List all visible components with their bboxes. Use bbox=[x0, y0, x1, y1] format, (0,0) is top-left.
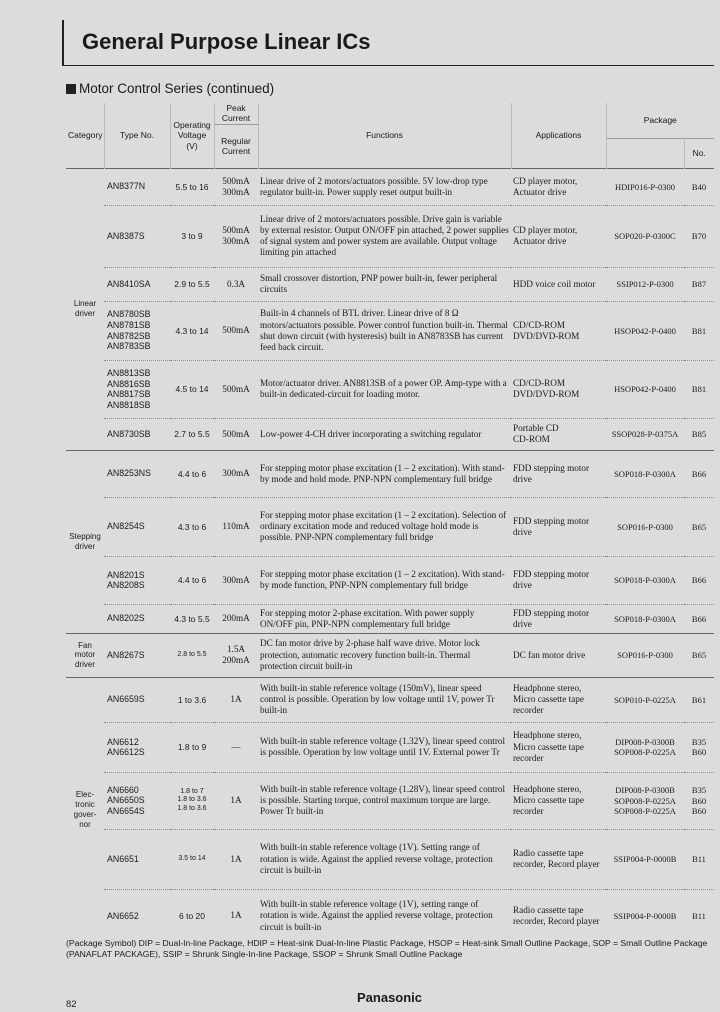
type-no: AN8410SA bbox=[104, 267, 170, 301]
applications: CD/CD-ROM DVD/DVD-ROM bbox=[511, 360, 606, 418]
page-title: General Purpose Linear ICs bbox=[82, 29, 371, 54]
category-electronic-governor: Elec-tronic gover-nor bbox=[66, 677, 104, 942]
section-heading bbox=[66, 81, 274, 96]
operating-voltage: 3.5 to 14 bbox=[170, 829, 214, 889]
current: 300mA bbox=[214, 450, 258, 497]
package-no: B66 bbox=[684, 604, 714, 633]
current: 200mA bbox=[214, 604, 258, 633]
package: SOP018-P-0300A bbox=[606, 450, 684, 497]
type-no: AN6652 bbox=[104, 889, 170, 942]
functions: For stepping motor 2-phase excitation. With power supply ON/OFF pin, PNP-NPN complementary full bridge bbox=[258, 604, 511, 633]
package: DIP008-P-0300B SOP008-P-0225A SOP008-P-0225A bbox=[606, 772, 684, 829]
current: 500mA bbox=[214, 418, 258, 450]
operating-voltage: 4.4 to 6 bbox=[170, 450, 214, 497]
functions: With built-in stable reference voltage (1V). Setting range of rotation is wide. Against the applied reverse voltage, protection circuit is built-in bbox=[258, 829, 511, 889]
package: SOP016-P-0300 bbox=[606, 497, 684, 556]
type-no: AN6612 AN6612S bbox=[104, 722, 170, 772]
package: SSIP004-P-0000B bbox=[606, 889, 684, 942]
package: HSOP042-P-0400 bbox=[606, 301, 684, 360]
functions: DC fan motor drive by 2-phase half wave drive. Motor lock protection, automatic recovery function built-in. Thermal protection circuit built-in bbox=[258, 633, 511, 677]
category-linear-driver: Linear driver bbox=[66, 168, 104, 450]
operating-voltage: 4.3 to 6 bbox=[170, 497, 214, 556]
type-no: AN6660 AN6650S AN6654S bbox=[104, 772, 170, 829]
applications: FDD stepping motor drive bbox=[511, 556, 606, 604]
current: 1.5A 200mA bbox=[214, 633, 258, 677]
applications: Headphone stereo, Micro cassette tape recorder bbox=[511, 677, 606, 722]
applications: Headphone stereo, Micro cassette tape recorder bbox=[511, 722, 606, 772]
operating-voltage: 3 to 9 bbox=[170, 205, 214, 267]
package-no: B81 bbox=[684, 301, 714, 360]
current: 500mA bbox=[214, 360, 258, 418]
current: 300mA bbox=[214, 556, 258, 604]
operating-voltage: 4.5 to 14 bbox=[170, 360, 214, 418]
package: SSIP004-P-0000B bbox=[606, 829, 684, 889]
applications: Portable CD CD-ROM bbox=[511, 418, 606, 450]
package-no: B65 bbox=[684, 633, 714, 677]
functions: Linear drive of 2 motors/actuators possible. 5V low-drop type regulator built-in. Power supply reset output built-in bbox=[258, 168, 511, 205]
package: SOP020-P-0300C bbox=[606, 205, 684, 267]
header-no: No. bbox=[684, 138, 714, 168]
package-no: B65 bbox=[684, 497, 714, 556]
header-voltage: Operating Voltage (V) bbox=[170, 103, 214, 168]
category-fan-motor-driver: Fan motor driver bbox=[66, 633, 104, 677]
operating-voltage: 5.5 to 16 bbox=[170, 168, 214, 205]
package-no: B87 bbox=[684, 267, 714, 301]
operating-voltage: 1 to 3.6 bbox=[170, 677, 214, 722]
ic-table bbox=[66, 103, 714, 942]
current: — bbox=[214, 722, 258, 772]
functions: With built-in stable reference voltage (1.28V), linear speed control is possible. Starting torque, control maximum torque are large. Power Tr built-in bbox=[258, 772, 511, 829]
applications: HDD voice coil motor bbox=[511, 267, 606, 301]
functions: With built-in stable reference voltage (1.32V), linear speed control is possible. Operation by low voltage until 1V. External power Tr bbox=[258, 722, 511, 772]
type-no: AN8813SB AN8816SB AN8817SB AN8818SB bbox=[104, 360, 170, 418]
functions: Linear drive of 2 motors/actuators possible. Drive gain is variable by external resistor. Output ON/OFF pin attached, 2 power supplies of signal system and power system are available. Output voltage limiting pin attached bbox=[258, 205, 511, 267]
header-applications: Applications bbox=[511, 103, 606, 168]
current: 1A bbox=[214, 677, 258, 722]
functions: Small crossover distortion, PNP power built-in, fewer peripheral circuits bbox=[258, 267, 511, 301]
package-no: B35 B60 B60 bbox=[684, 772, 714, 829]
package-no: B40 bbox=[684, 168, 714, 205]
functions: Low-power 4-CH driver incorporating a switching regulator bbox=[258, 418, 511, 450]
package-no: B70 bbox=[684, 205, 714, 267]
operating-voltage: 1.8 to 9 bbox=[170, 722, 214, 772]
type-no: AN8780SB AN8781SB AN8782SB AN8783SB bbox=[104, 301, 170, 360]
type-no: AN8377N bbox=[104, 168, 170, 205]
title-frame bbox=[62, 20, 714, 66]
functions: Built-in 4 channels of BTL driver. Linear drive of 8 Ω motors/actuators possible. Power control function built-in. Thermal shut down circuit (with hysteresis) built in AN8783SB has current feed back circuit. bbox=[258, 301, 511, 360]
package-no: B66 bbox=[684, 450, 714, 497]
operating-voltage: 1.8 to 7 1.8 to 3.6 1.8 to 3.6 bbox=[170, 772, 214, 829]
operating-voltage: 4.3 to 5.5 bbox=[170, 604, 214, 633]
header-functions: Functions bbox=[258, 103, 511, 168]
functions: For stepping motor phase excitation (1 – 2 excitation). With stand-by mode and hold mode. PNP-NPN complementary full bridge bbox=[258, 450, 511, 497]
current: 1A bbox=[214, 772, 258, 829]
package-no: B35 B60 bbox=[684, 722, 714, 772]
current: 500mA bbox=[214, 301, 258, 360]
operating-voltage: 2.8 to 5.5 bbox=[170, 633, 214, 677]
applications: FDD stepping motor drive bbox=[511, 497, 606, 556]
applications: Radio cassette tape recorder, Record player bbox=[511, 889, 606, 942]
current: 1A bbox=[214, 889, 258, 942]
header-package: Package bbox=[643, 115, 677, 126]
operating-voltage: 4.3 to 14 bbox=[170, 301, 214, 360]
current: 500mA 300mA bbox=[214, 168, 258, 205]
brand-logo: Panasonic bbox=[357, 990, 423, 1005]
section-title: Motor Control Series (continued) bbox=[79, 81, 275, 96]
header-type-no: Type No. bbox=[104, 103, 170, 168]
package-no: B66 bbox=[684, 556, 714, 604]
applications: CD player motor, Actuator drive bbox=[511, 205, 606, 267]
package: HSOP042-P-0400 bbox=[606, 360, 684, 418]
type-no: AN6651 bbox=[104, 829, 170, 889]
functions: Motor/actuator driver. AN8813SB of a power OP. Amp-type with a built-in dedicated-circuit for loading motor. bbox=[258, 360, 511, 418]
package-no: B11 bbox=[684, 829, 714, 889]
type-no: AN8387S bbox=[104, 205, 170, 267]
functions: For stepping motor phase excitation (1 – 2 excitation). With stand-by mode function, PNP-NPN complementary full bridge bbox=[258, 556, 511, 604]
package-no: B81 bbox=[684, 360, 714, 418]
functions: With built-in stable reference voltage (150mV), linear speed control is possible. Operation by low voltage until 1V, power Tr built-in bbox=[258, 677, 511, 722]
package-no: B11 bbox=[684, 889, 714, 942]
current: 0.3A bbox=[214, 267, 258, 301]
package-symbol-footnote: (Package Symbol) DIP = Dual-In-line Package, HDIP = Heat-sink Dual-In-line Plastic Package, HSOP = Heat-sink Small Outline Package, SOP = Small Outline Package (PANAFLAT PACKAGE), SSIP = Shrunk Single-In-line Package, SSOP = Shrunk Small Outline Package bbox=[66, 938, 708, 959]
type-no: AN8267S bbox=[104, 633, 170, 677]
current: 110mA bbox=[214, 497, 258, 556]
package: SOP016-P-0300 bbox=[606, 633, 684, 677]
functions: With built-in stable reference voltage (1V), setting range of rotation is wide. Against the applied reverse voltage, protection circuit is built-in bbox=[258, 889, 511, 942]
package-no: B61 bbox=[684, 677, 714, 722]
package-no: B85 bbox=[684, 418, 714, 450]
applications: CD/CD-ROM DVD/DVD-ROM bbox=[511, 301, 606, 360]
operating-voltage: 2.7 to 5.5 bbox=[170, 418, 214, 450]
applications: Radio cassette tape recorder, Record player bbox=[511, 829, 606, 889]
page-number: 82 bbox=[66, 999, 77, 1010]
package: SSOP028-P-0375A bbox=[606, 418, 684, 450]
header-category: Category bbox=[66, 103, 104, 168]
type-no: AN8730SB bbox=[104, 418, 170, 450]
package: SOP010-P-0225A bbox=[606, 677, 684, 722]
header-regular-current: Regular Current bbox=[214, 124, 258, 168]
package: DIP008-P-0300B SOP008-P-0225A bbox=[606, 722, 684, 772]
type-no: AN8254S bbox=[104, 497, 170, 556]
category-stepping-driver: Stepping driver bbox=[66, 450, 104, 633]
package: SSIP012-P-0300 bbox=[606, 267, 684, 301]
current: 500mA 300mA bbox=[214, 205, 258, 267]
current: 1A bbox=[214, 829, 258, 889]
applications: DC fan motor drive bbox=[511, 633, 606, 677]
square-bullet-icon bbox=[66, 84, 76, 94]
type-no: AN8253NS bbox=[104, 450, 170, 497]
applications: CD player motor, Actuator drive bbox=[511, 168, 606, 205]
type-no: AN8201S AN8208S bbox=[104, 556, 170, 604]
header-peak-current: Peak Current bbox=[214, 103, 258, 124]
type-no: AN8202S bbox=[104, 604, 170, 633]
applications: FDD stepping motor drive bbox=[511, 604, 606, 633]
applications: Headphone stereo, Micro cassette tape recorder bbox=[511, 772, 606, 829]
package: HDIP016-P-0300 bbox=[606, 168, 684, 205]
package: SOP018-P-0300A bbox=[606, 556, 684, 604]
operating-voltage: 4.4 to 6 bbox=[170, 556, 214, 604]
operating-voltage: 6 to 20 bbox=[170, 889, 214, 942]
type-no: AN6659S bbox=[104, 677, 170, 722]
functions: For stepping motor phase excitation (1 – 2 excitation). Selection of ordinary excitation mode and reduced voltage hold mode is possible. PNP-NPN complementary full bridge bbox=[258, 497, 511, 556]
applications: FDD stepping motor drive bbox=[511, 450, 606, 497]
operating-voltage: 2.9 to 5.5 bbox=[170, 267, 214, 301]
package: SOP018-P-0300A bbox=[606, 604, 684, 633]
